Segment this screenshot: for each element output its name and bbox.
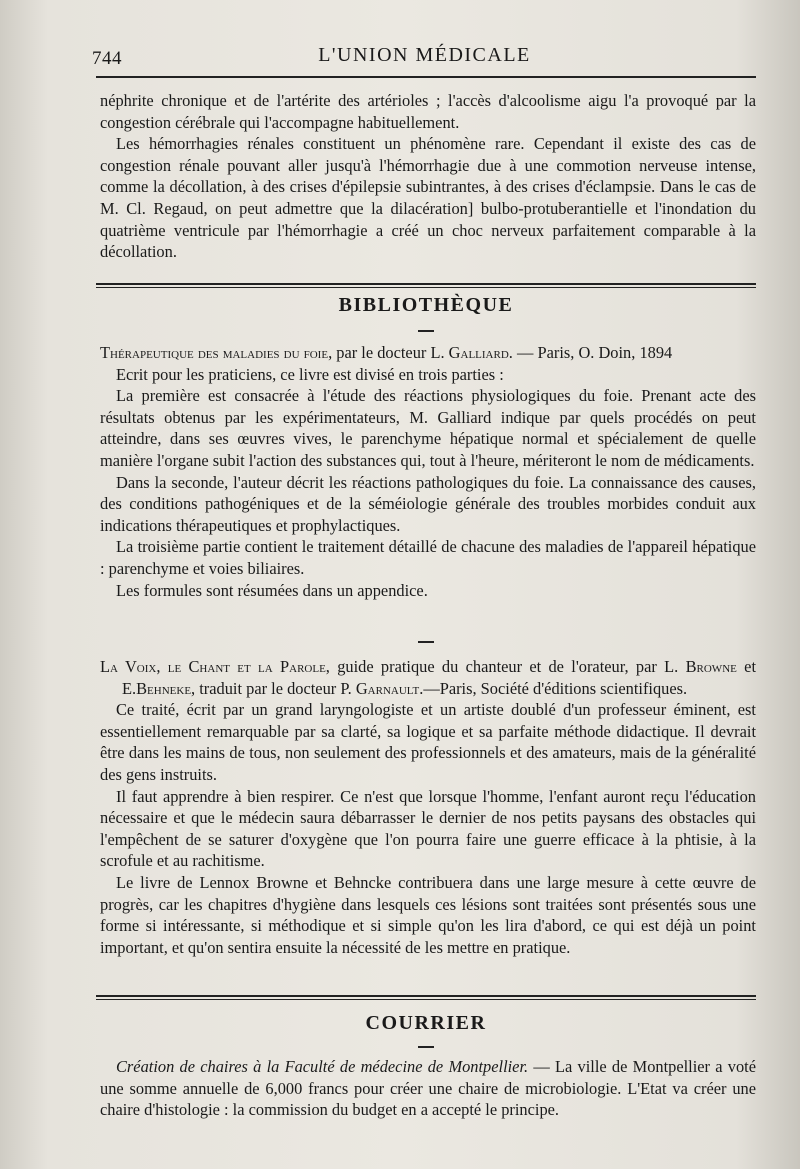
book-author: Browne (685, 657, 737, 676)
intro-section (100, 90, 756, 263)
review-paragraph: La première est consacrée à l'étude des réactions physiologiques du foie. Prenant acte des résultats obtenus par les expérimentateurs, M. Galliard indique par quels procédés on peut atteindre, dans ses œuvres vives, le parenchyme hépatique normal et spécialement de quelle manière l'organe subit l'action des substances qui, tout à l'heure, mériteront le nom de médicaments. (100, 386, 756, 470)
book-publisher: .—Paris, Société d'éditions scientifiques. (419, 678, 688, 698)
book-reference (100, 656, 756, 699)
book-author: Behneke (136, 678, 192, 698)
book-conjunction: et E. (122, 657, 756, 698)
book-translator-prefix: , traduit par le docteur P. (191, 678, 356, 698)
news-item-title: Création de chaires à la Faculté de médecine de Montpellier. (116, 1057, 529, 1076)
section-title-bibliotheque: BIBLIOTHÈQUE (338, 294, 514, 316)
review-separator (418, 641, 434, 643)
review-paragraph: Ce traité, écrit par un grand laryngologiste et un artiste doublé d'un professeur éminent, est essentiellement remarquable par sa clarté, sa logique et sa parfaite méthode didactique. Il devrait être dans les mains de tous, non seulement des professionnels et des amateurs, mais de la généralité des gens instruits. (100, 700, 756, 784)
book-description: , guide pratique du chanteur et de l'orateur, par L. (325, 657, 686, 676)
book-publisher: . — Paris, O. Doin, 1894 (508, 343, 673, 362)
book-review-1 (100, 342, 756, 601)
review-paragraph: La troisième partie contient le traitement détaillé de chacune des maladies de l'appareil hépatique : parenchyme et voies biliaires. (100, 537, 756, 578)
review-paragraph: Ecrit pour les praticiens, ce livre est divisé en trois parties : (116, 364, 504, 384)
book-author: Galliard (448, 343, 509, 362)
running-title: L'UNION MÉDICALE (318, 44, 531, 66)
book-review-2 (100, 656, 756, 958)
news-item-text: — La ville de Montpellier a voté une somme annuelle de 6,000 francs pour créer une chaire de microbiologie. L'Etat va créer une chaire d'histologie : la commission du budget en a accepté le principe. (100, 1057, 756, 1120)
section-title-courrier: COURRIER (365, 1012, 487, 1034)
section-divider (96, 995, 756, 1000)
intro-paragraph-2: Les hémorrhagies rénales constituent un phénomène rare. Cependant il existe des cas de congestion rénale pouvant aller jusqu'à l'hémorrhagie due à une commotion nerveuse intense, comme la décollation, à des crises d'épilepsie subintrantes, à des crises d'éclampsie. Dans le cas de M. Cl. Regaud, on peut admettre que la dilacération] bulbo-protuberantielle et l'inondation du quatrième ventricule par l'hémorrhagie a créé un choc nerveux parfaitement comparable à la décollation. (100, 134, 756, 262)
section-divider (96, 283, 756, 288)
title-dash (418, 330, 434, 332)
book-translator: Garnault (355, 678, 420, 698)
header-rule (96, 76, 756, 78)
news-item (100, 1056, 756, 1121)
courrier-section (100, 1056, 756, 1121)
page-header (92, 42, 757, 78)
title-dash (418, 1046, 434, 1048)
book-title: Thérapeutique des maladies du foie (100, 343, 329, 362)
review-paragraph: Il faut apprendre à bien respirer. Ce n'est que lorsque l'homme, l'enfant auront reçu l'éducation nécessaire et que le médecin saura débarrasser le dernier de nos petits paysans des obstacles qui l'empêchent de se saturer d'oxygène que l'on pourra faire une guerre efficace à la phtisie, à la scrofule et au rachitisme. (100, 786, 756, 871)
review-paragraph: Les formules sont résumées dans un appendice. (116, 580, 428, 600)
book-author-prefix: , par le docteur L. (328, 343, 449, 362)
review-paragraph: Dans la seconde, l'auteur décrit les réactions pathologiques du foie. La connaissance des causes, des conditions pathogéniques et de la séméiologie générale des troubles morbides conduit aux indications thérapeutiques et prophylactiques. (100, 472, 756, 535)
book-title: La Voix, le Chant et la Parole (100, 657, 326, 676)
review-paragraph: Le livre de Lennox Browne et Behncke contribuera dans une large mesure à cette œuvre de progrès, car les chapitres d'hygiène dans lesquels ces lésions sont traitées sont présentés sous une forme si intéressante, si méthodique et si simple qu'on les lira d'abord, ce qui est déjà un point important, et qu'on sentira ensuite la nécessité de les mettre en pratique. (100, 872, 756, 957)
book-reference (100, 342, 756, 364)
intro-paragraph-1: néphrite chronique et de l'artérite des artérioles ; l'accès d'alcoolisme aigu l'a provoqué par la congestion cérébrale qui l'accompagne habituellement. (100, 91, 756, 132)
page-number: 744 (92, 48, 122, 69)
